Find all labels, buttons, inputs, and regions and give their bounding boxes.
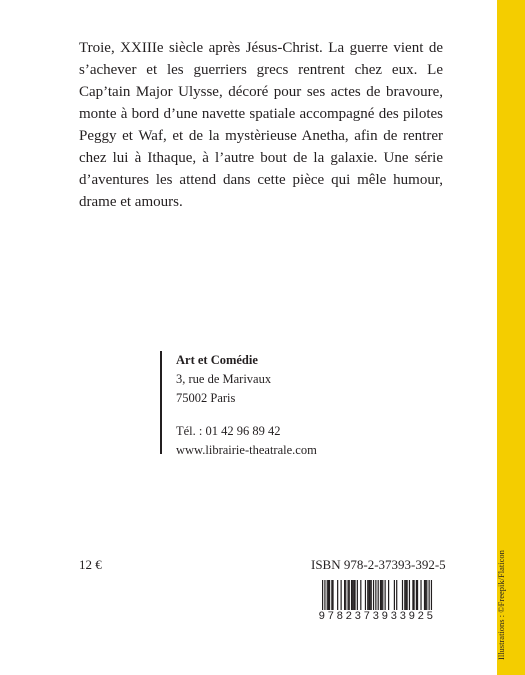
barcode-bar xyxy=(373,580,374,610)
barcode-bar xyxy=(365,580,366,610)
publisher-phone: Tél. : 01 42 96 89 42 xyxy=(176,424,281,438)
barcode-bar xyxy=(412,580,413,610)
barcode-bar xyxy=(352,580,353,610)
barcode-bar xyxy=(371,580,372,610)
barcode-bar xyxy=(337,580,338,610)
barcode-bar xyxy=(413,580,414,610)
barcode-bar xyxy=(402,580,403,610)
barcode-bar xyxy=(331,580,332,610)
barcode-bar xyxy=(394,580,395,610)
publisher-website[interactable]: www.librairie-theatrale.com xyxy=(176,443,317,457)
barcode-bar xyxy=(347,580,348,610)
barcode-bar xyxy=(417,580,418,610)
barcode-bar xyxy=(420,580,421,610)
barcode-bar xyxy=(380,580,381,610)
publisher-street: 3, rue de Marivaux xyxy=(176,372,272,386)
price-label: 12 € xyxy=(79,557,102,572)
barcode-bar xyxy=(357,580,358,610)
barcode-bar xyxy=(404,580,405,610)
barcode-digits: 9782373933925 xyxy=(311,610,443,624)
barcode-bar xyxy=(396,580,397,610)
barcode-bar xyxy=(424,580,425,610)
barcode-bar xyxy=(344,580,345,610)
barcode-bar xyxy=(425,580,426,610)
illustration-credit: Illustrations : ©Freepik/Flaticon xyxy=(496,550,506,660)
barcode-bar xyxy=(360,580,361,610)
barcode-bar xyxy=(385,580,386,610)
barcode-bar xyxy=(405,580,406,610)
barcode-bar xyxy=(353,580,354,610)
barcode-bar xyxy=(351,580,352,610)
barcode-bar xyxy=(354,580,355,610)
barcode-bar xyxy=(426,580,427,610)
isbn-label: ISBN 978-2-37393-392-5 xyxy=(311,557,446,572)
publisher-block xyxy=(160,351,317,457)
barcode-bar xyxy=(416,580,417,610)
barcode-bar xyxy=(368,580,369,610)
barcode-bar xyxy=(367,580,368,610)
barcode-bar xyxy=(369,580,370,610)
barcode-bar xyxy=(327,580,328,610)
barcode-bar xyxy=(329,580,330,610)
barcode-bar xyxy=(341,580,342,610)
barcode-bar xyxy=(382,580,383,610)
barcode-bar xyxy=(381,580,382,610)
barcode-bar xyxy=(332,580,333,610)
barcode-bar xyxy=(388,580,389,610)
barcode-bar xyxy=(349,580,350,610)
blurb-text: Troie, XXIIIe siècle après Jésus-Christ. La guerre vient de s’achever et les guerriers grecs rentrent chez eux. Le Cap’tain Major Ulysse, décoré pour ses actes de bravoure, monte à bord d’une navette spatiale accompagné des pilotes Peggy et Waf, et de la mystèrieuse Anetha, afin de rentrer chez lui à Ithaque, à l’autre bout de la galaxie. Une série d’aventures les attend dans cette pièce qui mêle humour, drame et amours. xyxy=(79,40,443,210)
publisher-name: Art et Comédie xyxy=(176,353,258,367)
barcode-bar xyxy=(409,580,410,610)
barcode-bar xyxy=(345,580,346,610)
publisher-city: 75002 Paris xyxy=(176,391,236,405)
barcode-bar xyxy=(407,580,408,610)
barcode-bar xyxy=(328,580,329,610)
